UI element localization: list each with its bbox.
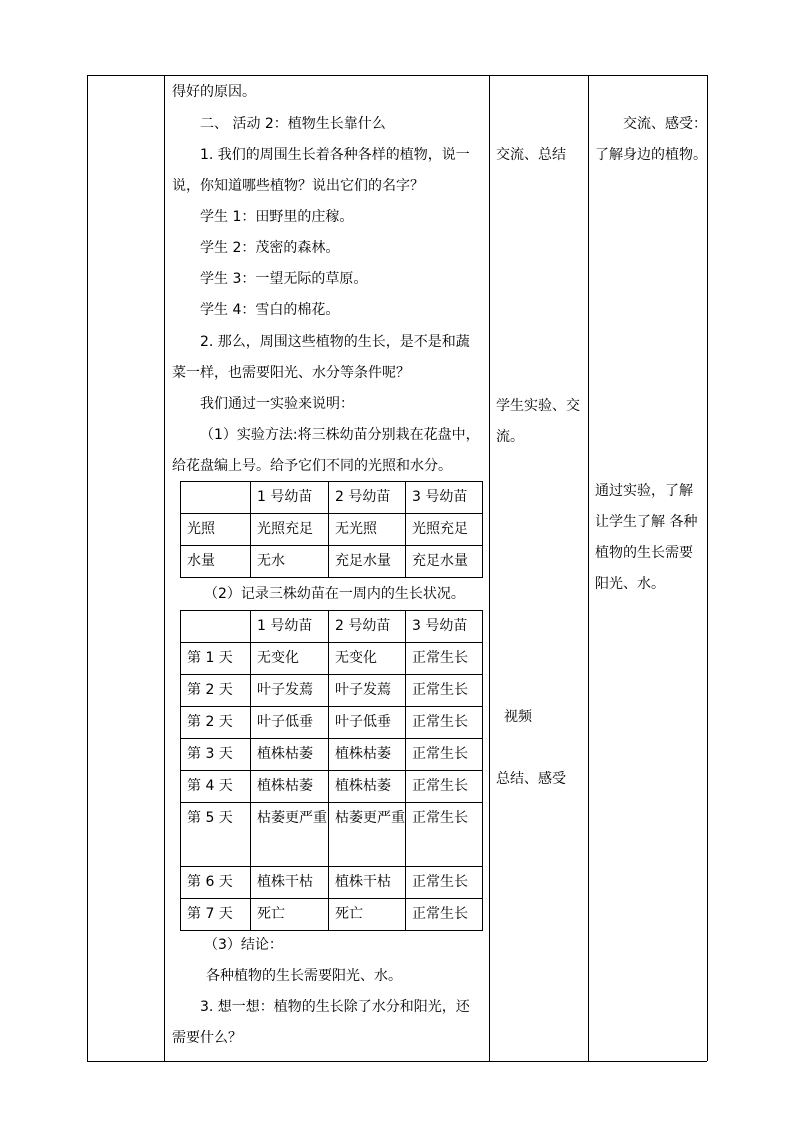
- table-row: [181, 771, 483, 803]
- table-cell: 第 2 天: [181, 675, 251, 707]
- table-cell: 充足水量: [329, 546, 406, 578]
- table-cell: 第 6 天: [181, 867, 251, 899]
- outer-left-border: [87, 75, 88, 1061]
- table-cell: 正常生长: [406, 771, 483, 803]
- table-header-cell: 2 号幼苗: [329, 611, 406, 643]
- growth-record-table: [180, 610, 483, 931]
- table-cell: 正常生长: [406, 675, 483, 707]
- text-line: 需要什么？: [172, 1030, 242, 1046]
- student-activity-text: 学生实验、交: [496, 398, 580, 414]
- text-line: 2. 那么，周围这些植物的生长，是不是和蔬: [200, 334, 470, 350]
- experiment-conditions-table: [180, 481, 483, 578]
- table-header-cell: 1 号幼苗: [251, 611, 329, 643]
- table-cell: [181, 482, 251, 514]
- table-cell: 第 1 天: [181, 643, 251, 675]
- table-cell: 叶子发蔫: [329, 675, 406, 707]
- text-line: 得好的原因。: [172, 84, 256, 100]
- design-intent-text: 阳光、水。: [595, 576, 665, 592]
- table-cell: 植株干枯: [329, 867, 406, 899]
- table-cell: 第 2 天: [181, 707, 251, 739]
- table-cell: 无变化: [251, 643, 329, 675]
- student-activity-text: 视频: [504, 709, 532, 725]
- table-row: [181, 739, 483, 771]
- table-cell: 叶子发蔫: [251, 675, 329, 707]
- student-activity-text: 流。: [496, 429, 524, 445]
- table-cell: 叶子低垂: [329, 707, 406, 739]
- text-line: 1. 我们的周围生长着各种各样的植物，说一: [200, 147, 470, 163]
- table-cell: 光照充足: [406, 514, 483, 546]
- table-row: [181, 899, 483, 931]
- text-line: 学生 2：茂密的森林。: [200, 240, 340, 256]
- text-line: （2）记录三株幼苗在一周内的生长状况。: [204, 586, 465, 602]
- table-row: [181, 803, 483, 867]
- text-line: 3. 想一想：植物的生长除了水分和阳光，还: [200, 999, 470, 1015]
- table-cell: 植株枯萎: [251, 739, 329, 771]
- table-cell: [181, 611, 251, 643]
- text-line: 学生 3：一望无际的草原。: [200, 271, 368, 287]
- table-cell: 第 5 天: [181, 803, 251, 867]
- table-row: [181, 514, 483, 546]
- table-cell: 正常生长: [406, 867, 483, 899]
- design-intent-text: 了解身边的植物。: [595, 147, 707, 163]
- text-line: 学生 4：雪白的棉花。: [200, 302, 340, 318]
- table-cell: 正常生长: [406, 899, 483, 931]
- table-cell: 第 3 天: [181, 739, 251, 771]
- table-header-cell: 1 号幼苗: [251, 482, 329, 514]
- table-cell: 光照: [181, 514, 251, 546]
- table-cell: 光照充足: [251, 514, 329, 546]
- design-intent-text: 让学生了解 各种: [595, 514, 698, 530]
- table-cell: 死亡: [251, 899, 329, 931]
- table-cell: 充足水量: [406, 546, 483, 578]
- table-row: [181, 482, 483, 514]
- table-row: [181, 611, 483, 643]
- text-line: 说，你知道哪些植物？说出它们的名字？: [172, 178, 424, 194]
- design-intent-text: 通过实验，了解: [595, 483, 693, 499]
- text-line: 菜一样，也需要阳光、水分等条件呢？: [172, 365, 410, 381]
- table-cell: 无变化: [329, 643, 406, 675]
- outer-top-border: [87, 75, 707, 76]
- table-header-cell: 3 号幼苗: [406, 611, 483, 643]
- table-cell: 枯萎更严重: [251, 803, 329, 867]
- table-row: [181, 867, 483, 899]
- text-line: 给花盘编上号。给予它们不同的光照和水分。: [172, 458, 452, 474]
- text-line: 二、 活动 2：植物生长靠什么: [200, 116, 386, 132]
- table-cell: 水量: [181, 546, 251, 578]
- table-cell: 第 4 天: [181, 771, 251, 803]
- design-intent-text: 植物的生长需要: [595, 545, 693, 561]
- text-line: 学生 1：田野里的庄稼。: [200, 209, 354, 225]
- column-divider-1: [164, 75, 165, 1061]
- table-cell: 死亡: [329, 899, 406, 931]
- table-cell: 正常生长: [406, 739, 483, 771]
- table-row: [181, 546, 483, 578]
- table-cell: 无光照: [329, 514, 406, 546]
- table-cell: 叶子低垂: [251, 707, 329, 739]
- table-cell: 第 7 天: [181, 899, 251, 931]
- table-header-cell: 2 号幼苗: [329, 482, 406, 514]
- column-divider-2: [489, 75, 490, 1061]
- student-activity-text: 交流、总结: [496, 147, 566, 163]
- text-line: （1）实验方法:将三株幼苗分别栽在花盘中，: [200, 427, 480, 443]
- design-intent-text: 交流、感受：: [623, 116, 707, 132]
- student-activity-text: 总结、感受: [496, 771, 566, 787]
- text-line: （3）结论：: [204, 937, 283, 953]
- outer-bottom-border: [87, 1061, 707, 1062]
- table-cell: 无水: [251, 546, 329, 578]
- table-cell: 枯萎更严重: [329, 803, 406, 867]
- table-cell: 植株枯萎: [329, 739, 406, 771]
- table-row: [181, 675, 483, 707]
- table-row: [181, 707, 483, 739]
- text-line: 各种植物的生长需要阳光、水。: [206, 968, 402, 984]
- table-cell: 植株干枯: [251, 867, 329, 899]
- table-header-cell: 3 号幼苗: [406, 482, 483, 514]
- outer-right-border: [707, 75, 708, 1061]
- table-cell: 正常生长: [406, 643, 483, 675]
- table-cell: 正常生长: [406, 707, 483, 739]
- column-divider-3: [588, 75, 589, 1061]
- table-cell: 植株枯萎: [329, 771, 406, 803]
- text-line: 我们通过一实验来说明：: [200, 396, 354, 412]
- table-row: [181, 643, 483, 675]
- table-cell: 正常生长: [406, 803, 483, 867]
- table-cell: 植株枯萎: [251, 771, 329, 803]
